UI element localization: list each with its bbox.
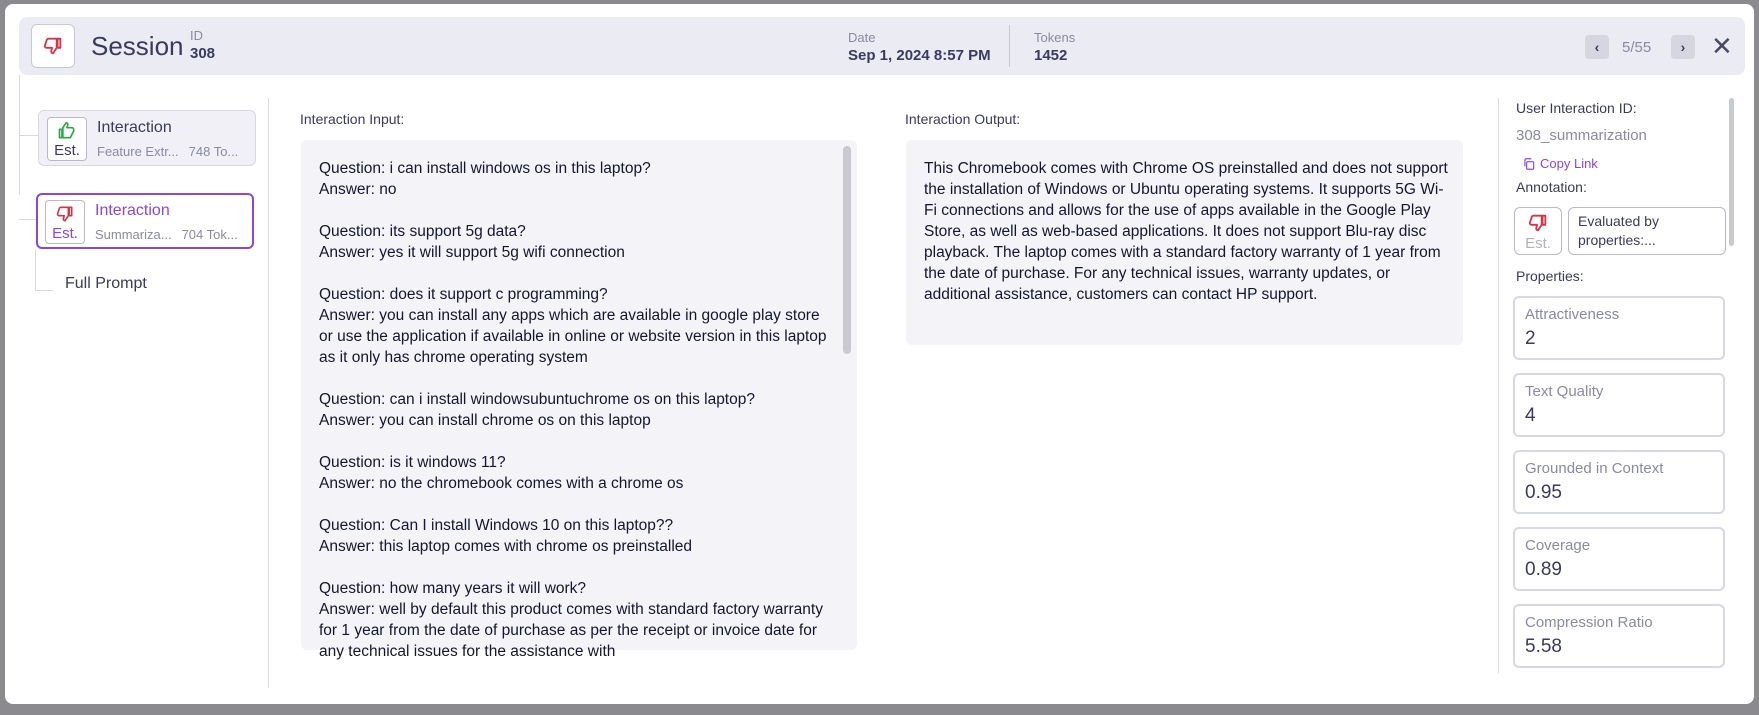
session-date-label: Date (848, 30, 876, 45)
thumbs-down-icon (55, 204, 75, 224)
property-name: Compression Ratio (1525, 614, 1653, 631)
property-card-text-quality (1513, 373, 1725, 437)
property-value: 0.89 (1525, 559, 1562, 580)
annotation-est-label: Est. (1525, 235, 1551, 252)
interaction-output-text: This Chromebook comes with Chrome OS preinstalled and does not support the installation of Windows or Ubuntu operating systems. It supports 5G Wi-Fi connections and allows for the use of apps available in the Google Play Store, as well as web-based applications. It does not support Blu-ray disc playback. The laptop comes with a standard factory warranty of 1 year from the date of purchase. For any technical issues, warranty updates, or additional assistance, customers can contact HP support. (924, 160, 1448, 303)
copy-link-button[interactable] (1522, 156, 1598, 171)
annotation-selector[interactable] (1514, 207, 1562, 255)
session-id (190, 27, 215, 63)
property-value: 2 (1525, 328, 1536, 349)
user-interaction-id-label: User Interaction ID: (1516, 100, 1637, 116)
session-id-label: ID (190, 28, 203, 43)
session-modal (5, 4, 1754, 704)
tree-line (35, 250, 36, 290)
page-title: Session (91, 31, 184, 61)
property-value: 0.95 (1525, 482, 1562, 503)
sidebar-item-interaction-feature[interactable] (38, 110, 256, 166)
properties-label: Properties: (1516, 268, 1584, 284)
sidebar-item-tokens: 748 To... (188, 144, 239, 159)
property-value: 4 (1525, 405, 1536, 426)
interaction-output-box (906, 140, 1463, 345)
tree-branch (35, 290, 53, 291)
header-divider (1009, 25, 1010, 67)
interaction-input-box[interactable] (301, 140, 857, 660)
sidebar-item-tokens: 704 Tok... (181, 227, 238, 242)
property-name: Grounded in Context (1525, 460, 1664, 477)
property-name: Coverage (1525, 537, 1591, 554)
session-date (848, 29, 991, 65)
thumbs-down-icon (42, 35, 64, 57)
annotation-label: Annotation: (1516, 179, 1587, 195)
sidebar-item-type: Feature Extr... (97, 144, 179, 159)
property-card-grounded-in-context (1513, 450, 1725, 514)
prev-session-button[interactable] (1585, 35, 1609, 59)
property-name: Text Quality (1525, 383, 1604, 400)
property-card-coverage (1513, 527, 1725, 591)
copy-link-label: Copy Link (1540, 156, 1598, 171)
interaction-input-label: Interaction Input: (300, 111, 405, 127)
property-card-compression-ratio (1513, 604, 1725, 668)
session-id-value: 308 (190, 45, 216, 62)
input-scrollbar[interactable] (843, 146, 851, 354)
property-value: 5.58 (1525, 636, 1562, 657)
session-annotation-badge (31, 24, 75, 68)
interaction-output-label: Interaction Output: (905, 111, 1021, 127)
close-icon[interactable]: ✕ (1711, 31, 1733, 61)
sidebar-item-label: Interaction (95, 202, 170, 219)
session-header (19, 17, 1745, 75)
chevron-right-icon: › (1680, 39, 1686, 55)
badge-est-label: Est. (54, 142, 80, 159)
sidebar-item-label: Interaction (97, 119, 172, 136)
annotation-reason-field[interactable]: Evaluated by properties:... (1568, 207, 1726, 255)
chevron-left-icon: ‹ (1594, 39, 1600, 55)
pager-count: 5/55 (1622, 39, 1652, 56)
sidebar-item-interaction-summarization[interactable] (36, 193, 254, 249)
sidebar-item-type: Summariza... (95, 227, 172, 242)
session-tokens-value: 1452 (1034, 47, 1068, 64)
details-scrollbar[interactable] (1729, 98, 1734, 246)
annotation-badge (47, 117, 87, 161)
session-tokens-label: Tokens (1034, 30, 1076, 45)
copy-icon (1522, 157, 1536, 171)
property-card-attractiveness (1513, 296, 1725, 360)
sidebar-item-full-prompt[interactable]: Full Prompt (65, 275, 147, 292)
thumbs-up-icon (57, 121, 77, 141)
thumbs-down-icon (1527, 212, 1549, 234)
annotation-badge (45, 200, 85, 244)
property-name: Attractiveness (1525, 306, 1620, 323)
session-date-value: Sep 1, 2024 8:57 PM (848, 47, 991, 64)
session-tokens (1034, 29, 1075, 65)
details-divider (1498, 98, 1499, 673)
badge-est-label: Est. (52, 225, 78, 242)
sidebar-item-subtitle (97, 144, 238, 159)
next-session-button[interactable] (1671, 35, 1695, 59)
sidebar-item-subtitle (95, 227, 238, 242)
interaction-input-text: Question: i can install windows os in this laptop? Answer: no Question: its support 5g data? Answer: yes it will support 5g wifi connection Question: does it support c programming? Answer: you can install any apps which are available in google play store or use the application if available in online or website version in this laptop as it only has chrome operating system Question: can i install windowsubuntuchrome os on this laptop? Answer: you can install chrome os on this laptop Question: is it windows 11? Answer: no the chromebook comes with a chrome os Question: Can I install Windows 10 on this laptop?? Answer: this laptop comes with chrome os preinstalled Question: how many years it will work? Answer: well by default this product comes with standard factory warranty for 1 year from the date of purchase as per the receipt or invoice date for any technical issues for the assistance with (319, 160, 827, 660)
sidebar-divider (268, 98, 269, 688)
user-interaction-id-value: 308_summarization (1516, 127, 1647, 144)
